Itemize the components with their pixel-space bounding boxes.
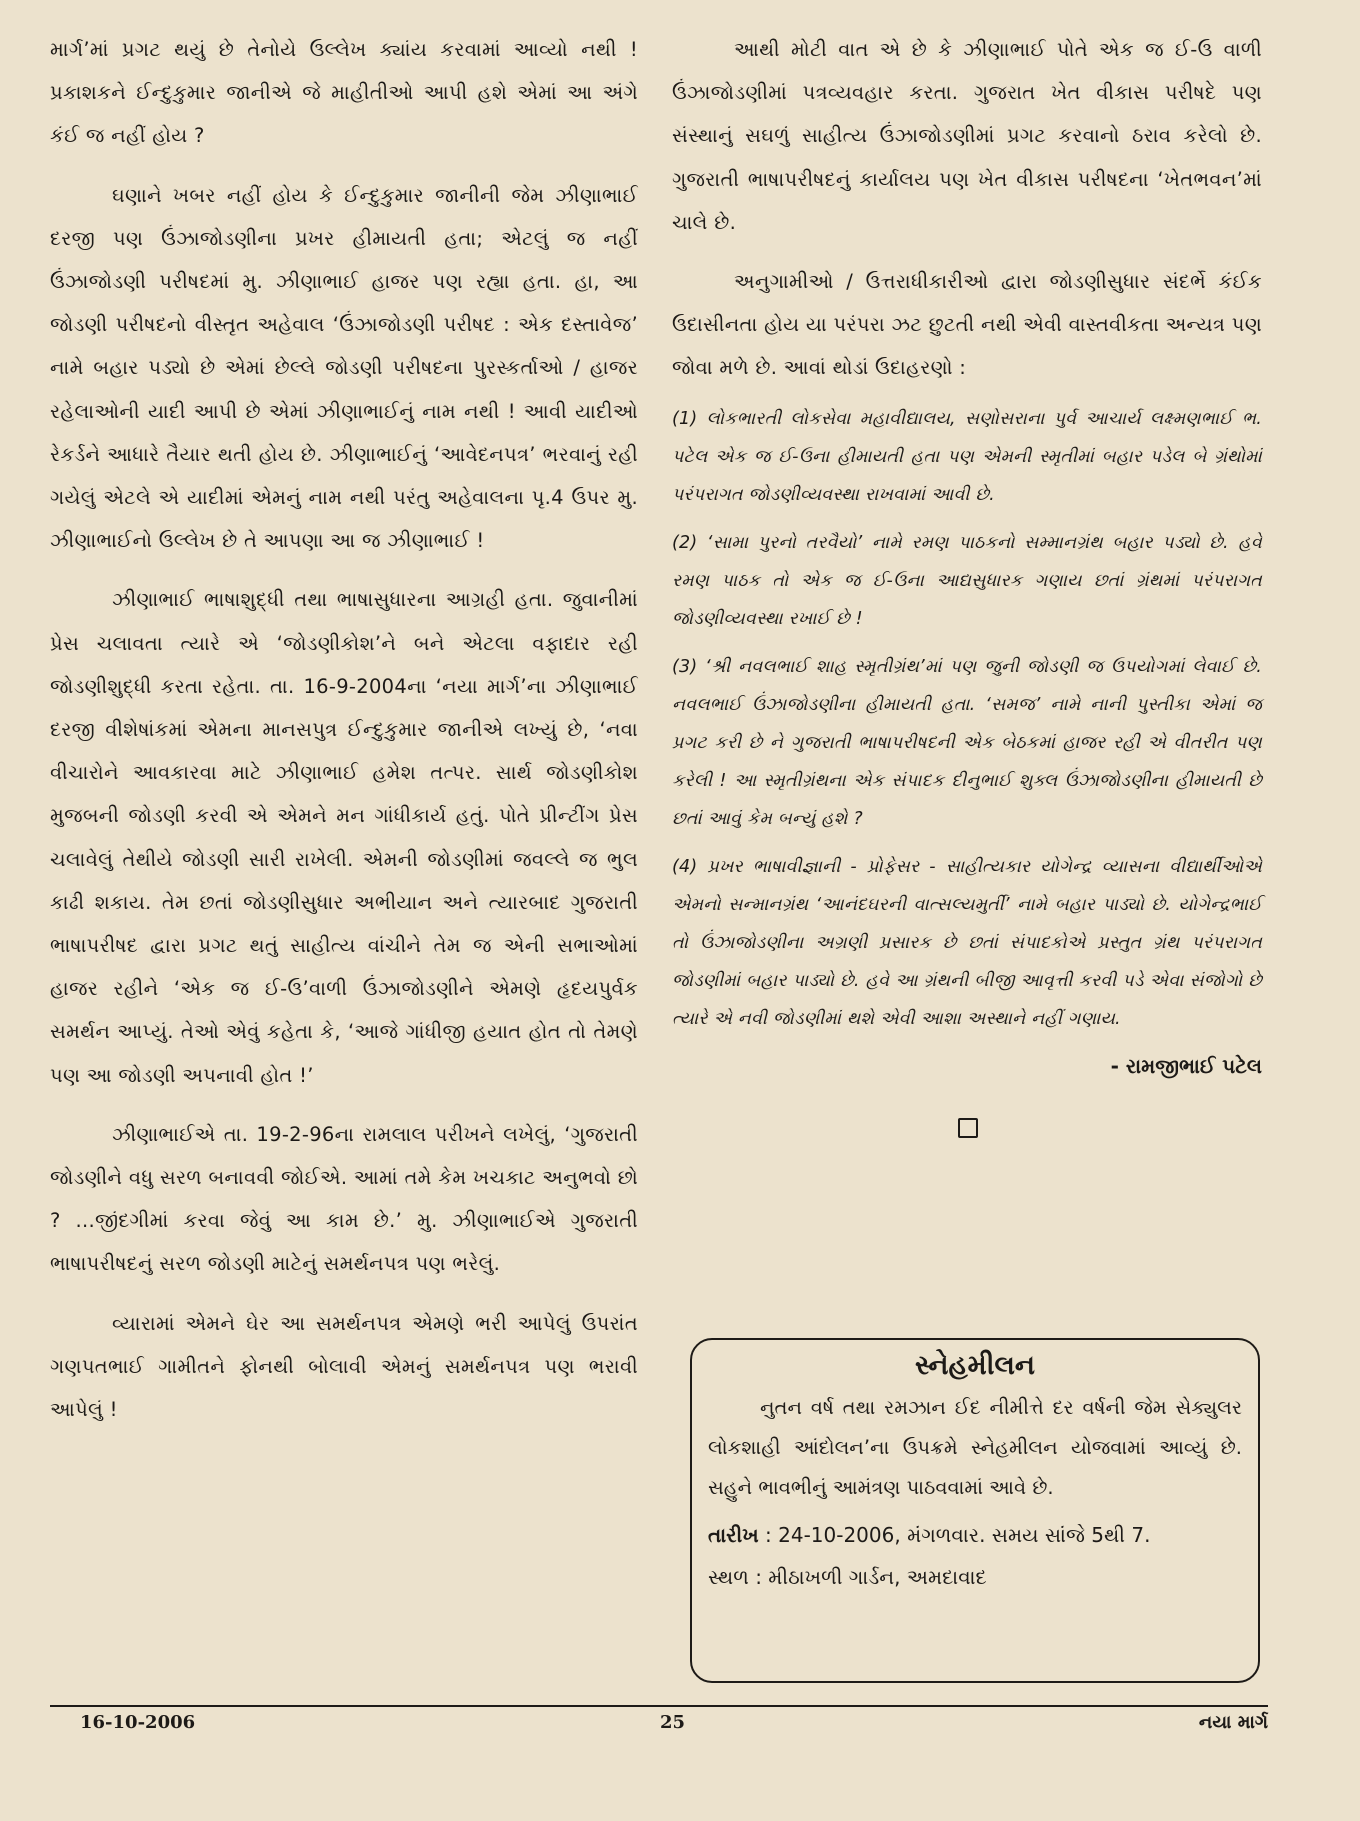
notice-place-value: : મીઠાખળી ગાર્ડન, અમદાવાદ bbox=[748, 1565, 987, 1589]
example-item: (2) ‘સામા પુરનો તરવૈયો’ નામે રમણ પાઠકનો સમ્માનગ્રંથ બહાર પડ્યો છે. હવે રમણ પાઠક તો એક જ ઈ-ઉના આદ્યસુધારક ગણાય છતાં ગ્રંથમાં પરંપરાગત જોડણીવ્યવસ્થા રખાઈ છે ! bbox=[672, 532, 1262, 629]
notice-place bbox=[708, 1556, 1242, 1598]
notice-date-label: તારીખ bbox=[708, 1523, 759, 1547]
article-paragraph: આથી મોટી વાત એ છે કે ઝીણાભાઈ પોતે એક જ ઈ-ઉ વાળી ઉંઝાજોડણીમાં પત્રવ્યવહાર કરતા. ગુજરાત ખેત વીકાસ પરીષદે પણ સંસ્થાનું સઘળું સાહીત્ય ઉંઝાજોડણીમાં પ્રગટ કરવાનો ઠરાવ કરેલો છે. ગુજરાતી ભાષાપરીષદનું કાર્યાલય પણ ખેત વીકાસ પરીષદના ‘ખેતભવન’માં ચાલે છે. bbox=[672, 38, 1262, 234]
notice-box bbox=[690, 1338, 1260, 1683]
left-column bbox=[50, 28, 638, 1431]
end-of-article-icon bbox=[958, 1118, 978, 1138]
example-item: (1) લોકભારતી લોકસેવા મહાવીદ્યાલય, સણોસરાના પુર્વ આચાર્ય લક્ષ્મણભાઈ ભ. પટેલ એક જ ઈ-ઉના હીમાયતી હતા પણ એમની સ્મૃતીમાં બહાર પડેલ બે ગ્રંથોમાં પરંપરાગત જોડણીવ્યવસ્થા રાખવામાં આવી છે. bbox=[672, 408, 1262, 505]
right-column bbox=[672, 28, 1262, 1138]
article-paragraph: ઝીણાભાઈ ભાષાશુદ્ધી તથા ભાષાસુધારના આગ્રહી હતા. જુવાનીમાં પ્રેસ ચલાવતા ત્યારે એ ‘જોડણીકોશ’ને બને એટલા વફાદાર રહી જોડણીશુદ્ધી કરતા રહેતા. તા. 16-9-2004ના ‘નયા માર્ગ’ના ઝીણાભાઈ દરજી વીશેષાંકમાં એમના માનસપુત્ર ઈન્દુકુમાર જાનીએ લખ્યું છે, ‘નવા વીચારોને આવકારવા માટે ઝીણાભાઈ હમેશ તત્પર. સાર્થ જોડણીકોશ મુજબની જોડણી કરવી એ એમને મન ગાંધીકાર્ય હતું. પોતે પ્રીન્ટીંગ પ્રેસ ચલાવેલું તેથીયે જોડણી સારી રાખેલી. એમની જોડણીમાં જવલ્લે જ ભુલ કાઢી શકાય. તેમ છતાં જોડણીસુધાર અભીયાન અને ત્યારબાદ ગુજરાતી ભાષાપરીષદ દ્વારા પ્રગટ થતું સાહીત્ય વાંચીને તેમ જ એની સભાઓમાં હાજર રહીને ‘એક જ ઈ-ઉ’વાળી ઉંઝાજોડણીને એમણે હૃદયપુર્વક સમર્થન આપ્યું. તેઓ એવું કહેતા કે, ‘આજે ગાંધીજી હયાત હોત તો તેમણે પણ આ જોડણી અપનાવી હોત !’ bbox=[50, 588, 638, 1087]
notice-body: નુતન વર્ષ તથા રમઝાન ઈદ નીમીત્તે દર વર્ષની જેમ સેક્યુલર લોકશાહી આંદોલન’ના ઉપક્રમે સ્નેહમીલન યોજવામાં આવ્યું છે. સહુને ભાવભીનું આમંત્રણ પાઠવવામાં આવે છે. bbox=[708, 1396, 1242, 1499]
author-signature: - રામજીભાઈ પટેલ bbox=[1110, 1053, 1262, 1078]
page-number: 25 bbox=[660, 1712, 686, 1733]
example-item: (3) ‘શ્રી નવલભાઈ શાહ સ્મૃતીગ્રંથ’માં પણ જુની જોડણી જ ઉપયોગમાં લેવાઈ છે. નવલભાઈ ઉંઝાજોડણીના હીમાયતી હતા. ‘સમજ’ નામે નાની પુસ્તીકા એમાં જ પ્રગટ કરી છે ને ગુજરાતી ભાષાપરીષદની એક બેઠકમાં હાજર રહી એ વીતરીત પણ કરેલી ! આ સ્મૃતીગ્રંથના એક સંપાદક દીનુભાઈ શુક્લ ઉંઝાજોડણીના હીમાયતી છે છતાં આવું કેમ બન્યું હશે ? bbox=[672, 656, 1262, 829]
footer-divider bbox=[50, 1705, 1268, 1707]
article-paragraph: અનુગામીઓ / ઉત્તરાધીકારીઓ દ્વારા જોડણીસુધાર સંદર્ભે કંઈક ઉદાસીનતા હોય યા પરંપરા ઝટ છુટતી નથી એવી વાસ્તવીકતા અન્યત્ર પણ જોવા મળે છે. આવાં થોડાં ઉદાહરણો : bbox=[672, 270, 1262, 380]
example-item: (4) પ્રખર ભાષાવીજ્ઞાની - પ્રોફેસર - સાહીત્યકાર યોગેન્દ્ર વ્યાસના વીદ્યાર્થીઓએ એમનો સન્માનગ્રંથ ‘આનંદઘરની વાત્સલ્યમુર્તી’ નામે બહાર પાડ્યો છે. યોગેન્દ્રભાઈ તો ઉંઝાજોડણીના અગ્રણી પ્રસારક છે છતાં સંપાદકોએ પ્રસ્તુત ગ્રંથ પરંપરાગત જોડણીમાં બહાર પાડ્યો છે. હવે આ ગ્રંથની બીજી આવૃત્તી કરવી પડે એવા સંજોગો છે ત્યારે એ નવી જોડણીમાં થશે એવી આશા અસ્થાને નહીં ગણાય. bbox=[672, 856, 1262, 1029]
notice-date-value: : 24-10-2006, મંગળવાર. સમય સાંજે 5થી 7. bbox=[758, 1523, 1151, 1547]
magazine-name: નયા માર્ગ bbox=[1198, 1712, 1268, 1733]
article-paragraph: વ્યારામાં એમને ઘેર આ સમર્થનપત્ર એમણે ભરી આપેલું ઉપરાંત ગણપતભાઈ ગામીતને ફોનથી બોલાવી એમનું સમર્થનપત્ર પણ ભરાવી આપેલું ! bbox=[50, 1311, 638, 1422]
notice-place-label: સ્થળ bbox=[708, 1565, 749, 1589]
notice-date bbox=[708, 1514, 1242, 1556]
article-paragraph: ઝીણાભાઈએ તા. 19-2-96ના રામલાલ પરીખને લખેલું, ‘ગુજરાતી જોડણીને વધુ સરળ બનાવવી જોઈએ. આમાં તમે કેમ ખચકાટ અનુભવો છો ? ...જીંદગીમાં કરવા જેવું આ કામ છે.’ મુ. ઝીણાભાઈએ ગુજરાતી ભાષાપરીષદનું સરળ જોડણી માટેનું સમર્થનપત્ર પણ ભરેલું. bbox=[50, 1122, 638, 1276]
article-paragraph: માર્ગ’માં પ્રગટ થયું છે તેનોયે ઉલ્લેખ ક્યાંય કરવામાં આવ્યો નથી ! પ્રકાશકને ઈન્દુકુમાર જાનીએ જે માહીતીઓ આપી હશે એમાં આ અંગે કંઈ જ નહીં હોય ? bbox=[50, 38, 638, 148]
article-paragraph: ઘણાને ખબર નહીં હોય કે ઈન્દુકુમાર જાનીની જેમ ઝીણાભાઈ દરજી પણ ઉંઝાજોડણીના પ્રખર હીમાયતી હતા; એટલું જ નહીં ઉંઝાજોડણી પરીષદમાં મુ. ઝીણાભાઈ હાજર પણ રહ્યા હતા. હા, આ જોડણી પરીષદનો વીસ્તૃત અહેવાલ ‘ઉંઝાજોડણી પરીષદ : એક દસ્તાવેજ’ નામે બહાર પડ્યો છે એમાં છેલ્લે જોડણી પરીષદના પુરસ્કર્તાઓ / હાજર રહેલાઓની યાદી આપી છે એમાં ઝીણાભાઈનું નામ નથી ! આવી યાદીઓ રેકર્ડને આધારે તૈયાર થતી હોય છે. ઝીણાભાઈનું ‘આવેદનપત્ર’ ભરવાનું રહી ગયેલું એટલે એ યાદીમાં એમનું નામ નથી પરંતુ અહેવાલના પૃ.4 ઉપર મુ. ઝીણાભાઈનો ઉલ્લેખ છે તે આપણા આ જ ઝીણાભાઈ ! bbox=[50, 183, 638, 553]
footer-date: 16-10-2006 bbox=[80, 1712, 196, 1733]
notice-title: સ્નેહમીલન bbox=[915, 1350, 1035, 1381]
